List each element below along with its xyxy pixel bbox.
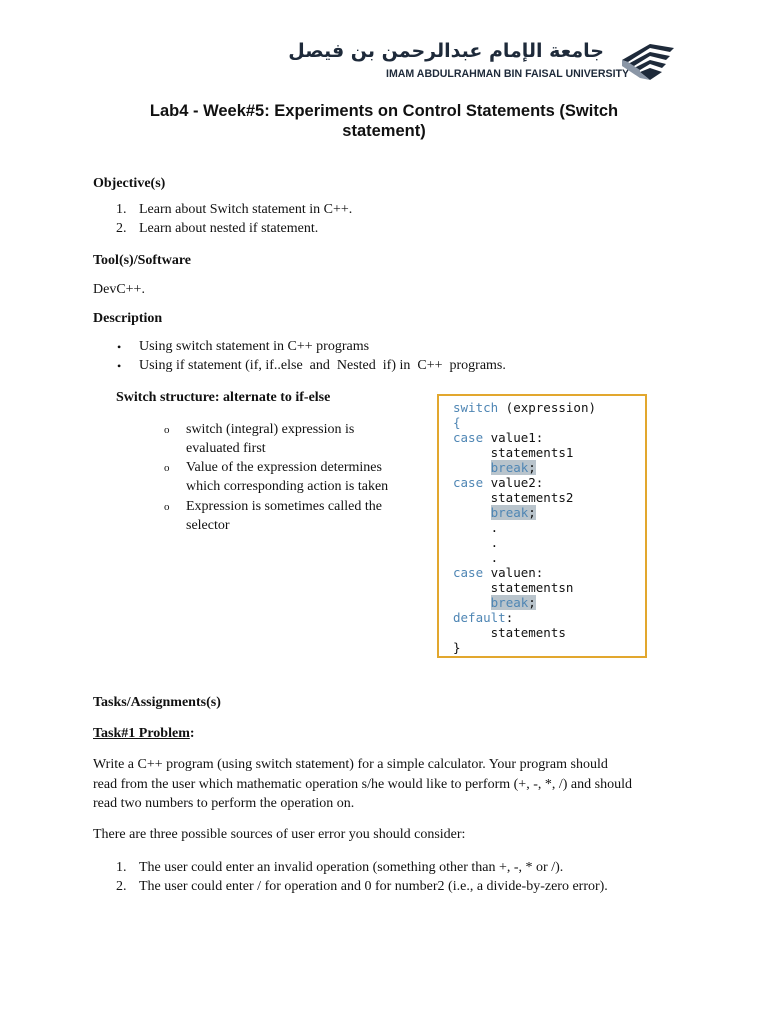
description-bullet-2: Using if statement (if, if..else and Nested if) in C++ programs. — [139, 358, 506, 373]
task1-heading — [93, 726, 195, 742]
keyword-break: break — [490, 460, 529, 475]
code-semicolon: ; — [528, 460, 536, 475]
code-ellipsis-dot: . — [453, 535, 499, 550]
code-indent — [453, 595, 491, 610]
task1-colon: : — [189, 726, 195, 741]
description-heading: Description — [93, 311, 163, 326]
keyword-switch: switch — [453, 400, 499, 415]
switch-syntax-code-box — [437, 394, 647, 658]
switch-point-2-line-1: Value of the expression determines — [186, 460, 382, 475]
keyword-break: break — [490, 505, 529, 520]
switch-point-3-line-1: Expression is sometimes called the — [186, 499, 382, 514]
switch-point-2-line-2: which corresponding action is taken — [186, 479, 389, 494]
university-name-english: IMAM ABDULRAHMAN BIN FAISAL UNIVERSITY — [386, 68, 630, 80]
switch-point-3-line-2: selector — [186, 518, 230, 533]
code-valuen: valuen: — [483, 565, 544, 580]
code-expression: (expression) — [498, 400, 596, 415]
code-indent — [453, 460, 491, 475]
objective-number-1: 1. — [116, 202, 127, 217]
error-number-2: 2. — [116, 879, 127, 894]
circle-bullet-icon: o — [164, 501, 170, 513]
code-value1: value1: — [483, 430, 544, 445]
circle-bullet-icon: o — [164, 424, 170, 436]
objectives-heading: Objective(s) — [93, 176, 166, 191]
error-item-2: The user could enter / for operation and 0 for number2 (i.e., a divide-by-zero error). — [139, 879, 608, 894]
switch-structure-heading: Switch structure: alternate to if-else — [116, 390, 331, 405]
code-statements: statements — [453, 625, 566, 640]
switch-syntax-code — [453, 400, 596, 655]
task1-paragraph-line-3: read two numbers to perform the operation on. — [93, 796, 355, 811]
error-item-1: The user could enter an invalid operation (something other than +, -, * or /). — [139, 860, 564, 875]
keyword-default: default — [453, 610, 506, 625]
keyword-case: case — [453, 565, 484, 580]
description-bullet-1: Using switch statement in C++ programs — [139, 339, 370, 354]
code-statements2: statements2 — [453, 490, 574, 505]
task1-error-intro: There are three possible sources of user error you should consider: — [93, 827, 466, 842]
university-logo-icon — [620, 42, 676, 82]
task1-paragraph-line-1: Write a C++ program (using switch statement) for a simple calculator. Your program should — [93, 757, 608, 772]
code-semicolon: ; — [528, 505, 536, 520]
code-value2: value2: — [483, 475, 544, 490]
code-close-brace: } — [453, 640, 461, 655]
code-ellipsis-dot: . — [453, 520, 499, 535]
university-name-arabic: جامعة الإمام عبدالرحمن بن فيصل — [288, 40, 604, 62]
task1-paragraph-line-2: read from the user which mathematic operation s/he would like to perform (+, -, *, /) and should — [93, 777, 632, 792]
code-statements1: statements1 — [453, 445, 574, 460]
code-indent — [453, 505, 491, 520]
tasks-heading: Tasks/Assignments(s) — [93, 695, 221, 710]
keyword-case: case — [453, 430, 484, 445]
error-number-1: 1. — [116, 860, 127, 875]
circle-bullet-icon: o — [164, 462, 170, 474]
switch-point-1-line-2: evaluated first — [186, 441, 266, 456]
objective-item-2: Learn about nested if statement. — [139, 221, 319, 236]
objective-number-2: 2. — [116, 221, 127, 236]
code-ellipsis-dot: . — [453, 550, 499, 565]
bullet-icon: • — [117, 359, 122, 373]
code-open-brace: { — [453, 415, 461, 430]
tools-text: DevC++. — [93, 282, 145, 297]
code-colon: : — [505, 610, 514, 625]
university-logo — [288, 40, 676, 84]
objective-item-1: Learn about Switch statement in C++. — [139, 202, 353, 217]
switch-point-1-line-1: switch (integral) expression is — [186, 422, 355, 437]
code-semicolon: ; — [528, 595, 536, 610]
keyword-break: break — [490, 595, 529, 610]
page-title — [100, 101, 668, 141]
task1-label: Task#1 Problem — [93, 726, 190, 741]
tools-heading: Tool(s)/Software — [93, 253, 191, 268]
code-statementsn: statementsn — [453, 580, 574, 595]
keyword-case: case — [453, 475, 484, 490]
title-line-2: statement) — [342, 122, 426, 140]
title-line-1: Lab4 - Week#5: Experiments on Control Statements (Switch — [149, 102, 619, 120]
bullet-icon: • — [117, 340, 122, 354]
